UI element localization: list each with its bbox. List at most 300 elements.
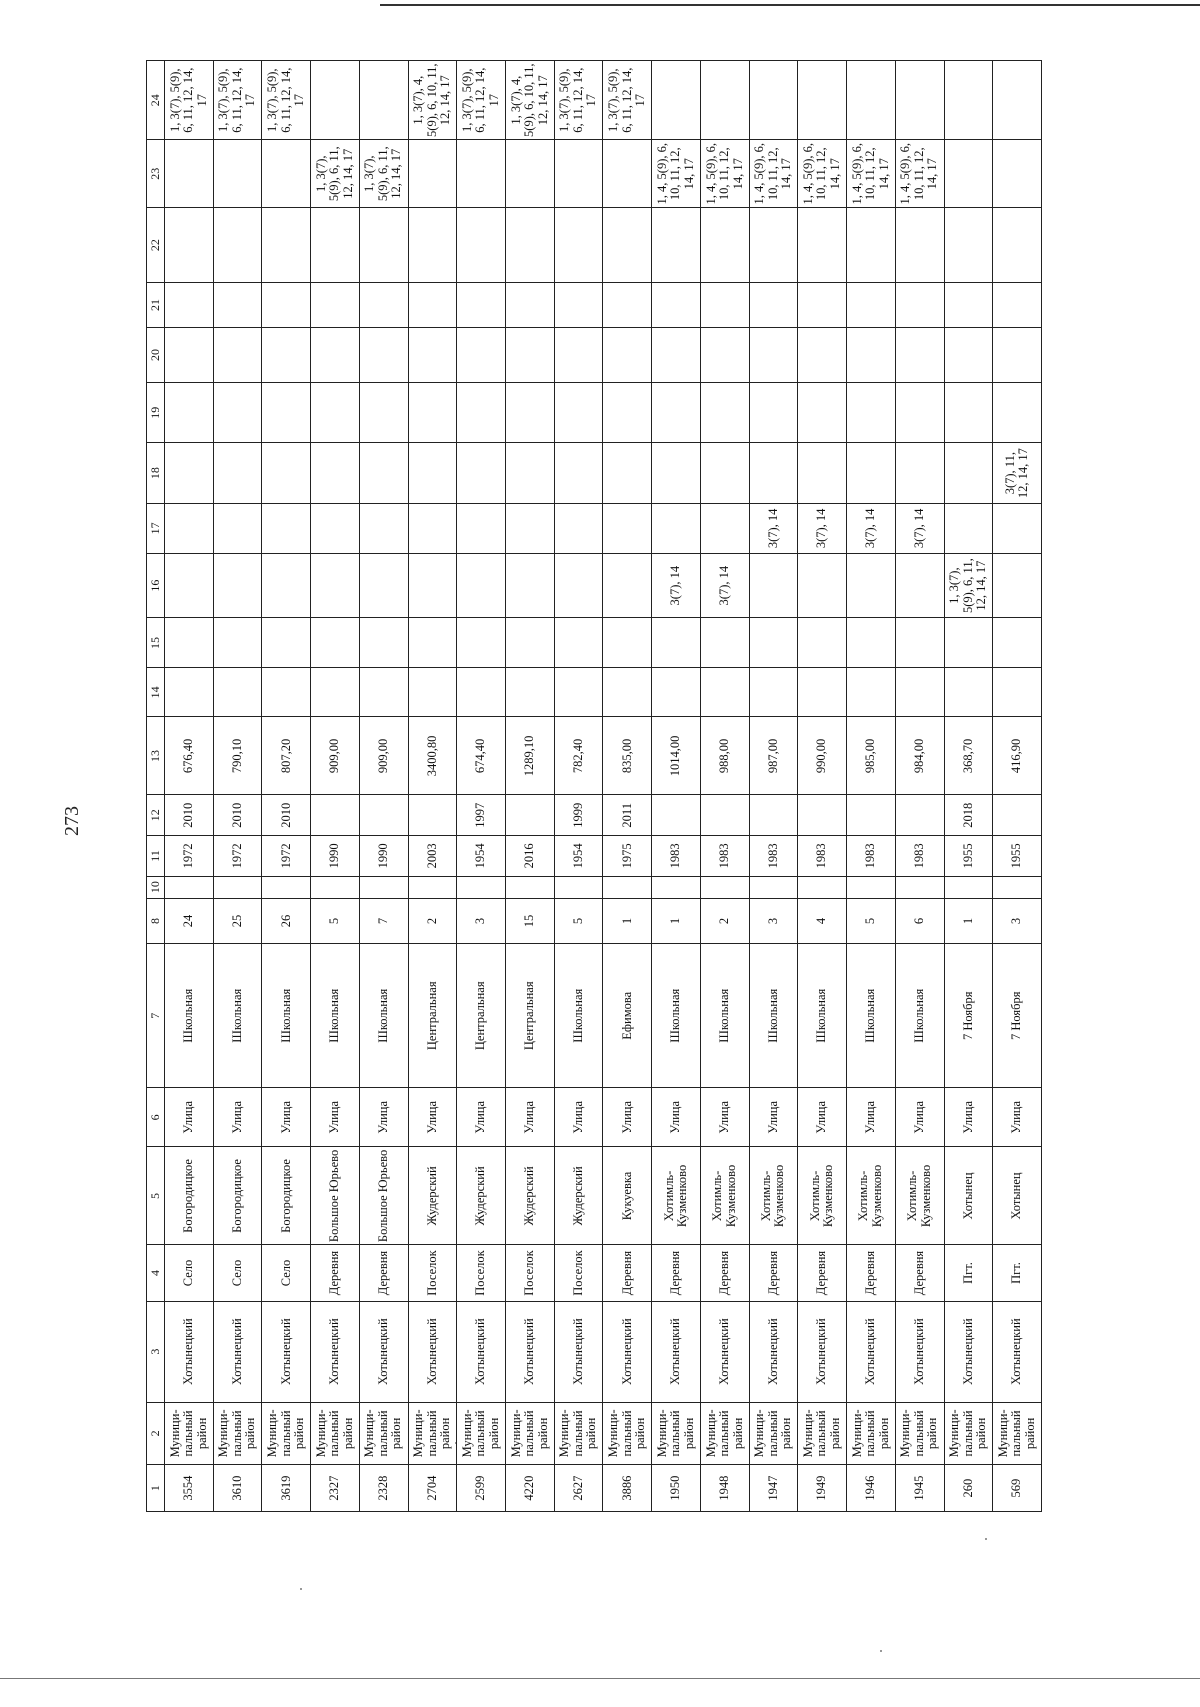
table-cell xyxy=(652,668,701,717)
column-header: 2 xyxy=(147,1402,165,1464)
table-cell xyxy=(165,618,214,668)
table-cell: 1946 xyxy=(847,1465,896,1512)
table-cell: Школьная xyxy=(895,944,944,1088)
table-cell: 15 xyxy=(506,898,555,944)
table-cell xyxy=(847,208,896,283)
table-row xyxy=(798,61,847,1512)
table-cell: Муници-пальный район xyxy=(993,1402,1042,1464)
table-cell xyxy=(165,443,214,503)
table-cell: 909,00 xyxy=(359,717,408,795)
table-cell xyxy=(847,61,896,140)
column-header: 7 xyxy=(147,944,165,1088)
table-cell xyxy=(359,443,408,503)
table-cell: Школьная xyxy=(847,944,896,1088)
table-cell xyxy=(408,443,457,503)
table-cell xyxy=(944,61,993,140)
table-cell: 1, 3(7), 5(9), 6, 11, 12, 14, 17 xyxy=(359,140,408,208)
table-cell xyxy=(993,283,1042,328)
table-cell: Улица xyxy=(457,1088,506,1147)
table-cell: 1, 3(7), 5(9), 6, 11, 12, 14, 17 xyxy=(262,61,311,140)
table-cell: 2010 xyxy=(165,795,214,836)
table-cell: Поселок xyxy=(408,1245,457,1301)
table-cell: 1972 xyxy=(262,836,311,877)
table-cell: Деревня xyxy=(700,1245,749,1301)
table-cell xyxy=(457,668,506,717)
table-cell xyxy=(213,208,262,283)
table-cell: 1948 xyxy=(700,1465,749,1512)
table-cell: 2327 xyxy=(311,1465,360,1512)
table-cell: Улица xyxy=(506,1088,555,1147)
table-cell: Село xyxy=(262,1245,311,1301)
table-cell: 26 xyxy=(262,898,311,944)
table-cell: Муници-пальный район xyxy=(457,1402,506,1464)
table-cell: 3(7), 14 xyxy=(798,503,847,553)
table-cell xyxy=(700,795,749,836)
table-cell: Улица xyxy=(165,1088,214,1147)
table-cell: Школьная xyxy=(311,944,360,1088)
table-cell xyxy=(749,876,798,898)
table-cell: 2003 xyxy=(408,836,457,877)
table-cell xyxy=(457,208,506,283)
table-cell xyxy=(506,327,555,382)
table-cell xyxy=(262,503,311,553)
register-table-container xyxy=(146,60,1042,1512)
column-header: 19 xyxy=(147,383,165,443)
table-cell: Центральная xyxy=(457,944,506,1088)
table-cell xyxy=(262,208,311,283)
table-cell: Хотимль-Кузменково xyxy=(847,1147,896,1245)
table-cell: 1983 xyxy=(798,836,847,877)
table-cell: Хотынецкий xyxy=(700,1301,749,1402)
table-cell xyxy=(847,443,896,503)
table-body xyxy=(165,61,1042,1512)
column-header: 8 xyxy=(147,898,165,944)
table-cell xyxy=(359,383,408,443)
table-cell xyxy=(506,140,555,208)
table-cell xyxy=(798,208,847,283)
table-cell: 3886 xyxy=(603,1465,652,1512)
table-cell xyxy=(700,668,749,717)
table-cell xyxy=(944,383,993,443)
table-cell: Хотынецкий xyxy=(311,1301,360,1402)
table-cell: 260 xyxy=(944,1465,993,1512)
table-cell xyxy=(262,140,311,208)
table-cell xyxy=(262,618,311,668)
table-cell: 1, 4, 5(9), 6, 10, 11, 12, 14, 17 xyxy=(847,140,896,208)
table-row xyxy=(652,61,701,1512)
table-cell: 674,40 xyxy=(457,717,506,795)
table-cell: 1, 3(7), 5(9), 6, 11, 12, 14, 17 xyxy=(944,553,993,618)
table-cell xyxy=(311,618,360,668)
table-cell xyxy=(359,795,408,836)
table-cell xyxy=(311,61,360,140)
table-cell xyxy=(213,140,262,208)
table-cell xyxy=(603,283,652,328)
table-cell xyxy=(944,283,993,328)
table-cell: Хотимль-Кузменково xyxy=(652,1147,701,1245)
table-cell xyxy=(798,383,847,443)
table-cell xyxy=(895,668,944,717)
table-cell: 4220 xyxy=(506,1465,555,1512)
table-cell: Хотынец xyxy=(944,1147,993,1245)
scan-border-top xyxy=(380,4,1200,6)
table-cell xyxy=(847,383,896,443)
table-cell xyxy=(944,618,993,668)
table-cell xyxy=(749,443,798,503)
table-cell: Кукуевка xyxy=(603,1147,652,1245)
table-cell xyxy=(798,668,847,717)
table-cell xyxy=(213,383,262,443)
table-cell: Улица xyxy=(798,1088,847,1147)
table-cell xyxy=(359,618,408,668)
table-cell: Улица xyxy=(944,1088,993,1147)
table-cell xyxy=(311,876,360,898)
table-cell xyxy=(408,140,457,208)
table-cell: 1983 xyxy=(749,836,798,877)
table-cell: Хотимль-Кузменково xyxy=(798,1147,847,1245)
table-cell: Большое Юрьево xyxy=(359,1147,408,1245)
table-cell: 1, 3(7), 5(9), 6, 11, 12, 14, 17 xyxy=(213,61,262,140)
table-cell xyxy=(847,327,896,382)
table-cell: 3(7), 14 xyxy=(895,503,944,553)
table-cell: Хотынец xyxy=(993,1147,1042,1245)
table-cell xyxy=(993,876,1042,898)
table-cell: 676,40 xyxy=(165,717,214,795)
table-cell xyxy=(603,668,652,717)
table-cell: Муници-пальный район xyxy=(262,1402,311,1464)
table-row xyxy=(213,61,262,1512)
table-cell xyxy=(213,668,262,717)
column-header: 22 xyxy=(147,208,165,283)
table-row xyxy=(847,61,896,1512)
column-header: 10 xyxy=(147,876,165,898)
table-cell: 1, 3(7), 5(9), 6, 11, 12, 14, 17 xyxy=(554,61,603,140)
table-cell: 368,70 xyxy=(944,717,993,795)
table-cell xyxy=(408,668,457,717)
table-cell: 985,00 xyxy=(847,717,896,795)
table-cell xyxy=(262,327,311,382)
table-cell xyxy=(944,876,993,898)
table-cell: Деревня xyxy=(847,1245,896,1301)
table-cell: 1, 4, 5(9), 6, 10, 11, 12, 14, 17 xyxy=(652,140,701,208)
table-cell: 3400,80 xyxy=(408,717,457,795)
table-cell xyxy=(213,443,262,503)
table-cell: Хотынецкий xyxy=(262,1301,311,1402)
table-cell xyxy=(213,553,262,618)
table-cell: 2010 xyxy=(213,795,262,836)
column-header: 21 xyxy=(147,283,165,328)
table-cell xyxy=(700,61,749,140)
table-cell: 1950 xyxy=(652,1465,701,1512)
table-cell: Деревня xyxy=(652,1245,701,1301)
table-cell xyxy=(213,618,262,668)
table-cell: Улица xyxy=(700,1088,749,1147)
column-header: 11 xyxy=(147,836,165,877)
table-cell: Улица xyxy=(749,1088,798,1147)
table-cell: Школьная xyxy=(749,944,798,1088)
table-cell: 807,20 xyxy=(262,717,311,795)
table-cell xyxy=(944,140,993,208)
table-cell: 7 Ноября xyxy=(993,944,1042,1088)
table-cell: Село xyxy=(213,1245,262,1301)
column-header: 13 xyxy=(147,717,165,795)
table-cell: 1954 xyxy=(457,836,506,877)
table-cell xyxy=(554,327,603,382)
table-cell xyxy=(700,443,749,503)
table-cell: 2627 xyxy=(554,1465,603,1512)
table-cell: Деревня xyxy=(603,1245,652,1301)
table-cell: Хотынецкий xyxy=(895,1301,944,1402)
column-header: 12 xyxy=(147,795,165,836)
table-cell: Хотынецкий xyxy=(944,1301,993,1402)
table-cell xyxy=(847,795,896,836)
table-cell xyxy=(993,553,1042,618)
table-cell xyxy=(408,503,457,553)
table-cell: Муници-пальный район xyxy=(798,1402,847,1464)
table-cell: Хотынецкий xyxy=(165,1301,214,1402)
table-cell xyxy=(311,327,360,382)
table-cell: Пгт. xyxy=(993,1245,1042,1301)
table-cell: Улица xyxy=(895,1088,944,1147)
table-cell: 1, 3(7), 4, 5(9), 6, 10, 11, 12, 14, 17 xyxy=(506,61,555,140)
table-cell xyxy=(311,383,360,443)
table-cell: Хотынецкий xyxy=(652,1301,701,1402)
table-cell: Школьная xyxy=(652,944,701,1088)
table-cell xyxy=(603,208,652,283)
table-cell xyxy=(506,443,555,503)
table-cell: 1972 xyxy=(213,836,262,877)
table-cell xyxy=(944,503,993,553)
table-row xyxy=(749,61,798,1512)
table-cell xyxy=(944,443,993,503)
table-cell xyxy=(798,795,847,836)
table-cell: Хотимль-Кузменково xyxy=(895,1147,944,1245)
table-cell xyxy=(652,618,701,668)
table-cell: 988,00 xyxy=(700,717,749,795)
table-cell xyxy=(262,668,311,717)
table-cell xyxy=(457,618,506,668)
table-cell: 1999 xyxy=(554,795,603,836)
table-cell: 5 xyxy=(311,898,360,944)
table-row xyxy=(408,61,457,1512)
table-cell: Хотынецкий xyxy=(359,1301,408,1402)
table-cell xyxy=(359,553,408,618)
table-cell xyxy=(165,283,214,328)
table-cell: 1, 3(7), 5(9), 6, 11, 12, 14, 17 xyxy=(457,61,506,140)
table-cell: 2011 xyxy=(603,795,652,836)
table-cell xyxy=(944,327,993,382)
table-cell: 990,00 xyxy=(798,717,847,795)
column-header: 18 xyxy=(147,443,165,503)
table-cell: Муници-пальный район xyxy=(847,1402,896,1464)
table-cell: Хотынецкий xyxy=(408,1301,457,1402)
column-header: 1 xyxy=(147,1465,165,1512)
table-cell xyxy=(700,503,749,553)
table-cell xyxy=(554,668,603,717)
table-cell: 1947 xyxy=(749,1465,798,1512)
table-cell: Центральная xyxy=(506,944,555,1088)
table-cell xyxy=(847,668,896,717)
table-cell xyxy=(457,283,506,328)
table-cell xyxy=(993,61,1042,140)
table-cell: 835,00 xyxy=(603,717,652,795)
table-cell xyxy=(652,795,701,836)
table-cell: Муници-пальный район xyxy=(311,1402,360,1464)
table-cell: Богородицкое xyxy=(213,1147,262,1245)
table-cell: Хотынецкий xyxy=(749,1301,798,1402)
table-cell: Улица xyxy=(213,1088,262,1147)
table-cell xyxy=(165,553,214,618)
column-header: 4 xyxy=(147,1245,165,1301)
table-cell: Улица xyxy=(603,1088,652,1147)
table-cell xyxy=(749,327,798,382)
table-cell: 1990 xyxy=(359,836,408,877)
table-row xyxy=(554,61,603,1512)
table-row xyxy=(700,61,749,1512)
table-cell xyxy=(749,668,798,717)
table-cell: 416,90 xyxy=(993,717,1042,795)
table-cell xyxy=(554,208,603,283)
table-cell xyxy=(506,795,555,836)
table-cell xyxy=(506,618,555,668)
table-cell: Хотынецкий xyxy=(603,1301,652,1402)
table-row xyxy=(506,61,555,1512)
table-row xyxy=(895,61,944,1512)
table-cell xyxy=(603,553,652,618)
table-cell xyxy=(165,503,214,553)
table-cell: 2704 xyxy=(408,1465,457,1512)
table-cell: Деревня xyxy=(798,1245,847,1301)
table-cell xyxy=(213,283,262,328)
table-cell xyxy=(165,327,214,382)
table-cell: 24 xyxy=(165,898,214,944)
table-cell: Пгт. xyxy=(944,1245,993,1301)
table-cell xyxy=(993,503,1042,553)
column-header: 14 xyxy=(147,668,165,717)
column-header: 23 xyxy=(147,140,165,208)
table-cell xyxy=(700,283,749,328)
table-cell: Муници-пальный район xyxy=(652,1402,701,1464)
table-cell: Поселок xyxy=(457,1245,506,1301)
table-cell: Хотынецкий xyxy=(993,1301,1042,1402)
register-table xyxy=(146,60,1042,1512)
table-cell: 1983 xyxy=(895,836,944,877)
table-cell xyxy=(798,618,847,668)
table-cell xyxy=(798,327,847,382)
table-cell xyxy=(993,795,1042,836)
table-cell xyxy=(847,876,896,898)
table-cell: 782,40 xyxy=(554,717,603,795)
table-cell xyxy=(359,668,408,717)
table-cell xyxy=(652,61,701,140)
table-cell xyxy=(603,618,652,668)
table-cell: 1014,00 xyxy=(652,717,701,795)
table-cell xyxy=(457,383,506,443)
table-cell: Деревня xyxy=(359,1245,408,1301)
table-cell xyxy=(895,553,944,618)
table-cell xyxy=(262,876,311,898)
table-cell: Муници-пальный район xyxy=(408,1402,457,1464)
table-cell xyxy=(262,283,311,328)
table-cell xyxy=(993,327,1042,382)
table-row xyxy=(944,61,993,1512)
table-cell xyxy=(847,618,896,668)
table-cell xyxy=(798,553,847,618)
table-cell xyxy=(652,443,701,503)
table-cell: Село xyxy=(165,1245,214,1301)
table-cell xyxy=(749,795,798,836)
table-header-row xyxy=(147,61,165,1512)
table-cell: 3 xyxy=(993,898,1042,944)
table-cell: 2599 xyxy=(457,1465,506,1512)
table-cell: 1983 xyxy=(847,836,896,877)
table-cell: 1 xyxy=(944,898,993,944)
table-cell: Жудерский xyxy=(457,1147,506,1245)
table-cell: 1955 xyxy=(944,836,993,877)
table-cell: Жудерский xyxy=(408,1147,457,1245)
table-cell xyxy=(165,208,214,283)
table-cell xyxy=(408,553,457,618)
table-cell: Муници-пальный район xyxy=(603,1402,652,1464)
table-cell xyxy=(749,553,798,618)
scan-speck xyxy=(300,1588,302,1590)
table-cell: 1972 xyxy=(165,836,214,877)
table-cell xyxy=(652,208,701,283)
table-cell: Хотынецкий xyxy=(457,1301,506,1402)
table-cell xyxy=(993,383,1042,443)
table-cell xyxy=(408,795,457,836)
table-row xyxy=(311,61,360,1512)
table-cell xyxy=(311,553,360,618)
table-cell xyxy=(165,383,214,443)
page-number: 273 xyxy=(61,806,83,836)
table-cell: 5 xyxy=(847,898,896,944)
table-cell xyxy=(506,876,555,898)
table-cell xyxy=(262,443,311,503)
table-cell xyxy=(408,383,457,443)
table-cell: 1975 xyxy=(603,836,652,877)
table-cell xyxy=(700,327,749,382)
column-header: 24 xyxy=(147,61,165,140)
table-cell xyxy=(213,876,262,898)
table-cell: 3(7), 11, 12, 14, 17 xyxy=(993,443,1042,503)
table-cell: 3619 xyxy=(262,1465,311,1512)
table-cell xyxy=(359,503,408,553)
table-cell: 3 xyxy=(749,898,798,944)
table-cell xyxy=(847,283,896,328)
table-cell xyxy=(408,283,457,328)
table-cell: Поселок xyxy=(554,1245,603,1301)
table-cell: 2010 xyxy=(262,795,311,836)
table-cell: Школьная xyxy=(554,944,603,1088)
table-cell: 2 xyxy=(408,898,457,944)
scan-speck xyxy=(880,1650,882,1652)
table-cell: Школьная xyxy=(165,944,214,1088)
table-cell: 790,10 xyxy=(213,717,262,795)
table-cell: Улица xyxy=(993,1088,1042,1147)
table-cell xyxy=(165,140,214,208)
table-cell: Муници-пальный район xyxy=(700,1402,749,1464)
table-cell xyxy=(895,61,944,140)
table-cell xyxy=(798,876,847,898)
table-cell: 2328 xyxy=(359,1465,408,1512)
table-cell xyxy=(895,443,944,503)
table-cell: Богородицкое xyxy=(165,1147,214,1245)
table-cell: Хотынецкий xyxy=(798,1301,847,1402)
table-cell xyxy=(798,283,847,328)
table-cell xyxy=(749,208,798,283)
column-header: 15 xyxy=(147,618,165,668)
